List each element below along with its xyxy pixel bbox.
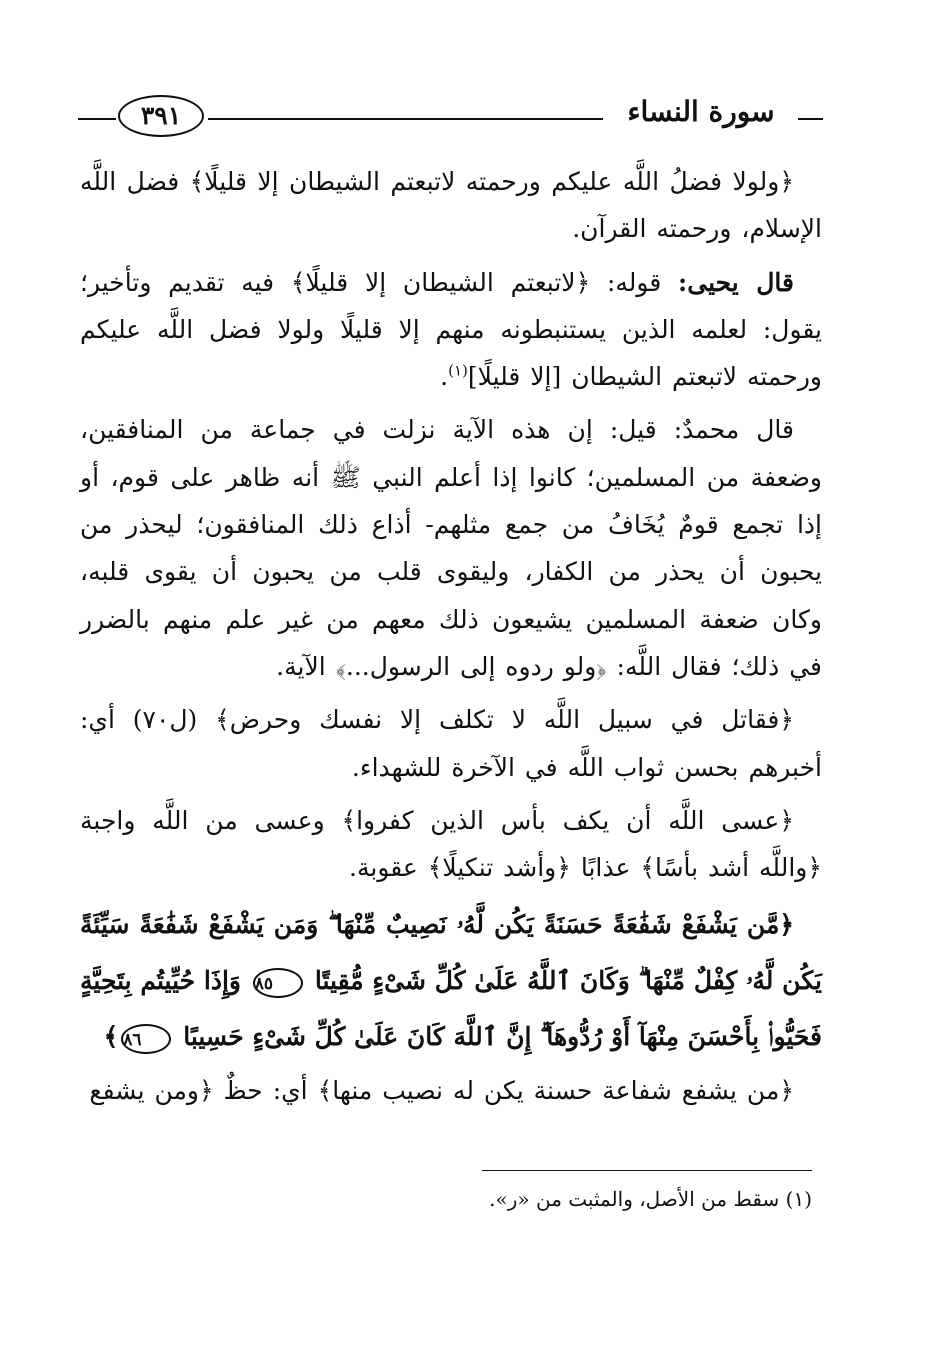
paragraph-text: قال محمدٌ: قيل: إن هذه الآية نزلت في جماعة من المنافقين، وضعفة من المسلمين؛ كانوا إذا أعلم النبي ﷺ أنه ظاهر على قوم، أو إذا تجمع قومٌ يُخَافُ من جمع مثلهم- أذاع ذلك المنافقون؛ ليحذر من يحبون أن يحذر من الكفار، وليقوى قلب من يحبون أن يقوى قلبه، وكان ضعفة المسلمين يشيعون ذلك معهم من غير علم منهم بالضرر في ذلك؛ فقال اللَّه: ﴿ولو ردوه إلى الرسول...﴾ الآية. — [80, 415, 822, 681]
footnote-ref[interactable]: (١) — [448, 361, 468, 380]
paragraph-5 — [80, 797, 822, 892]
paragraph-2 — [80, 259, 822, 401]
header-rule-right — [798, 118, 823, 120]
surah-title: سورة النساء — [627, 95, 775, 128]
header-rule-middle — [208, 118, 603, 120]
page-number: ٣٩١ — [118, 95, 204, 137]
paragraph-tail: . — [440, 362, 449, 392]
footnote-divider — [482, 1170, 812, 1171]
verse-text: ﴿مَّن يَشْفَعْ شَفَٰعَةً حَسَنَةً يَكُن لَّهُۥ نَصِيبٌ مِّنْهَا ۖ وَمَن يَشْفَعْ شَفَٰعَةً سَيِّئَةً يَكُن لَّهُۥ كِفْلٌ مِّنْهَا ۗ وَكَانَ ٱللَّهُ عَلَىٰ كُلِّ شَىْءٍ مُّقِيتًا — [80, 910, 822, 996]
ayah-number: ٨٥ — [253, 968, 303, 998]
paragraph-3 — [80, 406, 822, 690]
quran-verses — [80, 897, 822, 1065]
verse-close-bracket: ﴾ — [103, 1022, 119, 1052]
paragraph-text: ﴿عسى اللَّه أن يكف بأس الذين كفروا﴾ وعسى من اللَّه واجبة ﴿واللَّه أشد بأسًا﴾ عذابًا ﴿وأشد تنكيلًا﴾ عقوبة. — [80, 805, 822, 883]
ayah-number: ٨٦ — [121, 1024, 171, 1054]
paragraph-1 — [80, 158, 822, 253]
paragraph-text: ﴿من يشفع شفاعة حسنة يكن له نصيب منها﴾ أي: حظٌ ﴿ومن يشفع — [89, 1076, 794, 1106]
paragraph-4 — [80, 696, 822, 791]
page-header — [78, 84, 823, 140]
verse-text: وَإِذَا حُيِّيتُم بِتَحِيَّةٍ فَحَيُّوا۟ بِأَحْسَنَ مِنْهَآ أَوْ رُدُّوهَآ ۗ إِنَّ ٱللَّهَ كَانَ عَلَىٰ كُلِّ شَىْءٍ حَسِيبًا — [80, 966, 822, 1052]
paragraph-6 — [80, 1067, 822, 1114]
paragraph-text: ﴿فقاتل في سبيل اللَّه لا تكلف إلا نفسك وحرض﴾ (ل٧٠) أي: أخبرهم بحسن ثواب اللَّه في الآخرة للشهداء. — [80, 705, 822, 782]
paragraph-text: قوله: ﴿لاتبعتم الشيطان إلا قليلًا﴾ فيه تقديم وتأخير؛ يقول: لعلمه الذين يستنبطونه منهم إلا قليلًا ولولا فضل اللَّه عليكم ورحمته لاتبعتم الشيطان [إلا قليلًا] — [80, 267, 822, 392]
footnote: (١) سقط من الأصل، والمثبت من «ر». — [489, 1187, 812, 1211]
paragraph-text: ﴿ولولا فضلُ اللَّه عليكم ورحمته لاتبعتم الشيطان إلا قليلًا﴾ فضل اللَّه الإسلام، ورحمته القرآن. — [80, 167, 822, 244]
main-text — [80, 158, 822, 1121]
speaker-label: قال يحيى: — [678, 267, 794, 297]
header-rule-left — [78, 118, 116, 120]
